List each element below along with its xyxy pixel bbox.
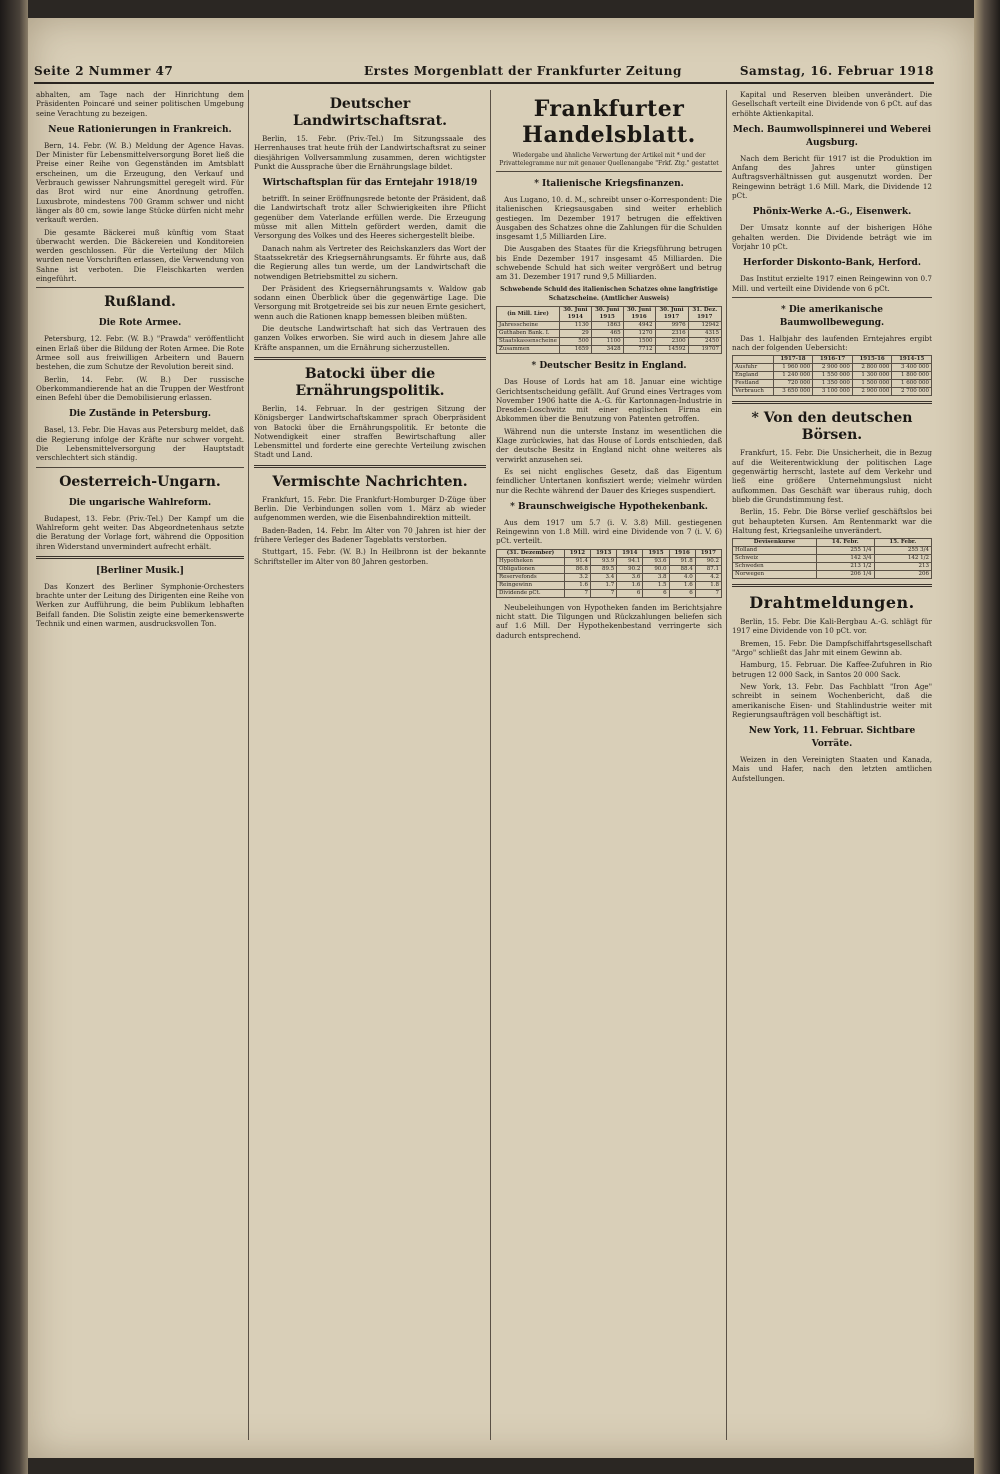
article-text: Weizen in den Vereinigten Staaten und Kanada, Mais und Hafer, nach den letzten amtlichen Aufstellungen. — [732, 755, 932, 783]
table-cell: 255 3/4 — [874, 547, 931, 555]
table-cell: England — [733, 372, 774, 380]
table-header-cell: 14. Febr. — [817, 539, 874, 547]
table-cell: 2 800 000 — [852, 364, 892, 372]
article-text: Der Präsident des Kriegsernährungsamts v. Waldow gab sodann einen Überblick über die gegenwärtige Lage. Die Versorgung mit Brotgetreide sei bis zur neuen Ernte gesichert, wenn auch die Rationen knapp bemessen bleiben müßten. — [254, 283, 486, 321]
table-cell: 90.2 — [617, 565, 643, 573]
table-cell: 1.6 — [564, 581, 590, 589]
table-row — [733, 547, 932, 555]
table-cell: 7712 — [623, 346, 655, 354]
table-cell: 90.2 — [695, 557, 721, 565]
table-cell: 6 — [643, 589, 669, 597]
table-cell: 3.8 — [643, 573, 669, 581]
article-text: Hamburg, 15. Februar. Die Kaffee-Zufuhren in Rio betrugen 12 000 Sack, in Santos 20 000 Sack. — [732, 660, 932, 679]
article-text: New York, 13. Febr. Das Fachblatt "Iron Age" schreibt in seinem Wochenbericht, daß die amerikanische Eisen- und Stahlindustrie weiter mit Regierungsaufträgen voll beschäftigt ist. — [732, 681, 932, 719]
table-header-cell: 1916 — [669, 549, 695, 557]
table-cell: 86.8 — [564, 565, 590, 573]
article-text: abhalten, am Tage nach der Hinrichtung dem Präsidenten Poincaré und seiner politischen Umgebung seine Verachtung zu bezeigen. — [36, 90, 244, 118]
table-cell: Ausfuhr — [733, 364, 774, 372]
table-header-cell: 1915 — [643, 549, 669, 557]
table-cell: 255 1/4 — [817, 547, 874, 555]
table-cell: Schweden — [733, 563, 817, 571]
table-cell: 87.1 — [695, 565, 721, 573]
column-4 — [732, 90, 932, 1440]
table-header-cell: 31. Dez. 1917 — [688, 307, 721, 322]
table-cell: 88.4 — [669, 565, 695, 573]
article-text: Die gesamte Bäckerei muß künftig vom Staat überwacht werden. Die Bäckereien und Konditoreien werden geschlossen. Für die Verteilung der Milch wurden neue Vorschriften erlassen, die Verwendung von Sahne ist verboten. Die Fleischkarten werden eingeführt. — [36, 227, 244, 284]
headline: Herforder Diskonto-Bank, Herford. — [743, 258, 921, 269]
headline: Oesterreich-Ungarn. — [59, 473, 221, 490]
table-cell: 19707 — [688, 346, 721, 354]
table-cell: 7 — [591, 589, 617, 597]
table-cell: 3.2 — [564, 573, 590, 581]
table-cell: 4942 — [623, 322, 655, 330]
headline: Phönix-Werke A.-G., Eisenwerk. — [752, 207, 912, 218]
table-cell: 6 — [669, 589, 695, 597]
table-header-cell: 1913 — [591, 549, 617, 557]
column-3 — [496, 90, 722, 1440]
table-cell: 500 — [559, 338, 591, 346]
table-cell: 2 900 000 — [813, 364, 853, 372]
table-header-cell: 30. Juni 1915 — [591, 307, 623, 322]
table-row — [497, 581, 722, 589]
article-text: Bremen, 15. Febr. Die Dampfschiffahrtsgesellschaft "Argo" schließt das Jahr mit einem Gewinn ab. — [732, 638, 932, 658]
masthead-right: Samstag, 16. Februar 1918 — [739, 64, 934, 78]
table-cell: 2450 — [688, 338, 721, 346]
headline: Batocki über die Ernährungspolitik. — [295, 365, 445, 399]
headline: New York, 11. Februar. Sichtbare Vorräte. — [748, 726, 916, 750]
table-row — [497, 330, 722, 338]
table-row — [497, 589, 722, 597]
subheadline: Wirtschaftsplan für das Erntejahr 1918/19 — [262, 178, 478, 189]
table-cell: 91.4 — [564, 557, 590, 565]
table-cell: 1.5 — [643, 581, 669, 589]
article-text: Das Institut erzielte 1917 einen Reingewinn von 0.7 Mill. und verteilt eine Dividende von 6 pCt. — [732, 274, 932, 293]
table-cell: 1.8 — [695, 581, 721, 589]
table-header-cell: 15. Febr. — [874, 539, 931, 547]
article-text: Danach nahm als Vertreter des Reichskanzlers das Wort der Staatssekretär des Kriegsernährungsamts. Er führte aus, daß die Regierung alles tun werde, um der Landwirtschaft die notwendigen Betriebsmittel zu sichern. — [254, 243, 486, 281]
table-cell: 1659 — [559, 346, 591, 354]
table-header-cell: 1914-15 — [892, 356, 932, 364]
table-cell: Dividende pCt. — [497, 589, 565, 597]
table-title: Schwebende Schuld des italienischen Schatzes ohne langfristige Schatzscheine. (Amtlicher Ausweis) — [500, 285, 718, 302]
table-row — [733, 364, 932, 372]
column-rule — [248, 90, 249, 1440]
table-cell: 4.2 — [695, 573, 721, 581]
table-cell: 94.1 — [617, 557, 643, 565]
article-text: Der Umsatz konnte auf der bisherigen Höhe gehalten werden. Die Dividende beträgt wie im Vorjahr 10 pCt. — [732, 223, 932, 251]
table-row — [733, 380, 932, 388]
table-cell: 1 240 000 — [773, 372, 813, 380]
table-header-cell: 1917-18 — [773, 356, 813, 364]
table-cell: 142 1/2 — [874, 555, 931, 563]
article-text: Bern, 14. Febr. (W. B.) Meldung der Agence Havas. Der Minister für Lebensmittelversorgung Boret ließ die Preise einer Reihe von Gegenständen im Amtsblatt erscheinen, um die Erzeugung, den Verkauf und Verbrauch gewisser Nahrungsmittel geregelt wird. Für das Brot wird nur eine Anordnung getroffen. Luxusbrote, mindestens 700 Gramm schwer und nicht länger als 80 cm, sowie lange Stücke dürfen nicht mehr verkauft werden. — [36, 140, 244, 225]
column-1 — [36, 90, 244, 1440]
bank-table — [496, 549, 722, 598]
table-cell: 3 650 000 — [773, 388, 813, 396]
masthead — [34, 60, 934, 84]
table-cell: Guthaben Bank. I. — [497, 330, 560, 338]
table-cell: 1863 — [591, 322, 623, 330]
table-cell: 206 — [874, 571, 931, 579]
article-text: Das Konzert des Berliner Symphonie-Orchesters brachte unter der Leitung des Dirigenten eine Reihe von Werken zur Aufführung, die beim Publikum lebhaften Beifall fanden. Die Solistin zeigte eine bemerkenswerte Technik und einen warmen, ausdrucksvollen Ton. — [36, 581, 244, 628]
article-text: Die Ausgaben des Staates für die Kriegsführung betrugen bis Ende Dezember 1917 insgesamt 45 Milliarden. Die schwebende Schuld hat sich weiter vergrößert und betrug am 31. Dezember 1917 rund 9,5 Milliarden. — [496, 244, 722, 282]
table-cell: Festland — [733, 380, 774, 388]
table-cell: Hypotheken — [497, 557, 565, 565]
headline: Vermischte Nachrichten. — [272, 473, 468, 490]
article-text: Baden-Baden, 14. Febr. Im Alter von 70 Jahren ist hier der frühere Verleger des Badener Tageblatts verstorben. — [254, 525, 486, 544]
table-cell: 1 960 000 — [773, 364, 813, 372]
table-cell: 14592 — [655, 346, 688, 354]
table-row — [733, 571, 932, 579]
table-cell: 465 — [591, 330, 623, 338]
article-text: Berlin, 15. Febr. Die Börse verlief geschäftslos bei gut behaupteten Kursen. Am Rentenmarkt war die Haltung fest, Kriegsanleihe unverändert. — [732, 507, 932, 535]
table-cell: Reservefonds — [497, 573, 565, 581]
article-text: Frankfurt, 15. Febr. Die Frankfurt-Homburger D-Züge über Berlin. Die Verbindungen sollen vom 1. März ab wieder aufgenommen werden, wie die Eisenbahndirektion mitteilt. — [254, 494, 486, 523]
table-cell: Obligationen — [497, 565, 565, 573]
table-header-cell: 30. Juni 1917 — [655, 307, 688, 322]
exchange-table — [732, 538, 932, 579]
table-header-cell: 1915-16 — [852, 356, 892, 364]
headline: * Deutscher Besitz in England. — [531, 361, 687, 372]
table-header-cell: 1912 — [564, 549, 590, 557]
table-cell: 12942 — [688, 322, 721, 330]
headline: * Von den deutschen Börsen. — [751, 410, 913, 444]
table-row — [497, 573, 722, 581]
table-cell: 1500 — [623, 338, 655, 346]
article-text: Neubeleihungen von Hypotheken fanden im Berichtsjahre nicht statt. Die Tilgungen und Rückzahlungen beliefen sich auf 1.6 Mill. Der Hypothekenbestand verringerte sich dadurch entsprechend. — [496, 602, 722, 640]
table-cell: 1 600 000 — [892, 380, 932, 388]
table-cell: 1 500 000 — [852, 380, 892, 388]
table-header-cell: 1914 — [617, 549, 643, 557]
headline: [Berliner Musik.] — [96, 565, 184, 576]
article-text: Berlin, 15. Febr. (Priv.-Tel.) Im Sitzungssaale des Herrenhauses trat heute früh der Landwirtschaftsrat zu seiner diesjährigen Vollversammlung zusammen, deren wichtigster Punkt die Aussprache über die Ernährungslage bildet. — [254, 134, 486, 171]
article-text: betrifft. In seiner Eröffnungsrede betonte der Präsident, daß die Landwirtschaft trotz aller Schwierigkeiten ihre Pflicht gegenüber dem Vaterlande erfüllen werde. Die Erzeugung müsse mit allen Mitteln gefördert werden, damit die Versorgung des Volkes und des Heeres sichergestellt bleibe. — [254, 194, 486, 241]
table-row — [733, 563, 932, 571]
article-text: Das House of Lords hat am 18. Januar eine wichtige Gerichtsentscheidung gefällt. Auf Grund eines Vertrages vom November 1906 hatte die A.-G. für Kartonnagen-Industrie in Dresden-Loschwitz mit einer englischen Firma ein Abkommen über die Benutzung von Patenten getroffen. — [496, 377, 722, 424]
article-text: Nach dem Bericht für 1917 ist die Produktion im Anfang des Jahres unter günstigen Auftragsverhältnissen gut ausgenutzt worden. Der Reingewinn beträgt 1.6 Mill. Mark, die Dividende 12 pCt. — [732, 153, 932, 201]
table-cell: 29 — [559, 330, 591, 338]
table-cell: 7 — [695, 589, 721, 597]
table-cell: 4315 — [688, 330, 721, 338]
table-header-cell: 30. Juni 1916 — [623, 307, 655, 322]
headline: Drahtmeldungen. — [749, 593, 915, 613]
reprint-note: Wiedergabe und ähnliche Verwertung der Artikel mit * und der Privattelegramme nur mit genauer Quellenangabe "Frkf. Ztg." gestattet — [499, 152, 719, 167]
table-header-cell: Devisenkurse — [733, 539, 817, 547]
table-header-cell: (31. Dezember) — [497, 549, 565, 557]
table-row — [497, 346, 722, 354]
table-cell: 4.0 — [669, 573, 695, 581]
table-cell: 1 300 000 — [852, 372, 892, 380]
table-cell: Zusammen — [497, 346, 560, 354]
table-cell: Staatskassenscheine — [497, 338, 560, 346]
subheadline: Die Rote Armee. — [98, 318, 182, 329]
table-row — [497, 338, 722, 346]
column-rule — [726, 90, 727, 1440]
table-cell: 213 — [874, 563, 931, 571]
table-cell: Reingewinn — [497, 581, 565, 589]
column-2 — [254, 90, 486, 1440]
article-text: Aus Lugano, 10. d. M., schreibt unser o-Korrespondent: Die italienischen Kriegsausgaben sind weiter erheblich gestiegen. Im Dezember 1917 betrugen die effektiven Ausgaben des Schatzes ohne die Zahlungen für die Schulden insgesamt 1,5 Milliarden Lire. — [496, 195, 722, 242]
table-cell: 2300 — [655, 338, 688, 346]
table-row — [497, 557, 722, 565]
table-cell: Holland — [733, 547, 817, 555]
table-header-cell: 1916-17 — [813, 356, 853, 364]
table-cell: Jahresscheine — [497, 322, 560, 330]
table-header-cell: 1917 — [695, 549, 721, 557]
table-header-cell: 30. Juni 1914 — [559, 307, 591, 322]
table-row — [733, 388, 932, 396]
headline: * Braunschweigische Hypothekenbank. — [510, 501, 708, 512]
column-rule — [490, 90, 491, 1440]
headline: * Die amerikanische Baumwollbewegung. — [779, 304, 885, 328]
subheadline: Die Zustände in Petersburg. — [69, 409, 211, 420]
article-text: Basel, 13. Febr. Die Havas aus Petersburg meldet, daß die Regierung infolge der Kräfte nur schwer vorgeht. Die Lebensmittelversorgung der Hauptstadt verschlechtert sich ständig. — [36, 425, 244, 463]
table-cell: 1270 — [623, 330, 655, 338]
table-cell: 720 000 — [773, 380, 813, 388]
table-cell: 2 900 000 — [852, 388, 892, 396]
table-cell: 1.6 — [617, 581, 643, 589]
table-cell: 3.6 — [617, 573, 643, 581]
article-text: Berlin, 15. Febr. Die Kali-Bergbau A.-G. schlägt für 1917 eine Dividende von 10 pCt. vor. — [732, 617, 932, 636]
table-cell: 142 3/4 — [817, 555, 874, 563]
headline: Rußland. — [104, 294, 176, 311]
table-cell: 90.0 — [643, 565, 669, 573]
table-cell: 206 1/4 — [817, 571, 874, 579]
table-cell: 1 800 000 — [892, 372, 932, 380]
article-text: Frankfurt, 15. Febr. Die Unsicherheit, die in Bezug auf die Weiterentwicklung der politischen Lage gegenwärtig herrscht, lastete auf dem Verkehr und ließ eine größere Unternehmungslust nicht aufkommen. Das Geschäft war überaus ruhig, doch blieb die Grundstimmung fest. — [732, 448, 932, 504]
book-binding — [0, 0, 28, 1474]
table-cell: 3 400 000 — [892, 364, 932, 372]
table-cell: 6 — [617, 589, 643, 597]
page-edge — [974, 0, 1000, 1474]
headline: Mech. Baumwollspinnerei und Weberei Augsburg. — [732, 124, 932, 148]
table-cell: 2316 — [655, 330, 688, 338]
table-cell: 1100 — [591, 338, 623, 346]
table-cell: Schweiz — [733, 555, 817, 563]
article-text: Aus dem 1917 um 5.7 (i. V. 3.8) Mill. gestiegenen Reingewinn von 1.8 Mill. wird eine Dividende von 7 (i. V. 6) pCt. verteilt. — [496, 517, 722, 546]
article-text: Berlin, 14. Februar. In der gestrigen Sitzung der Königsberger Landwirtschaftskammer sprach Oberpräsident von Batocki über die Ernährungspolitik. Er betonte die Notwendigkeit einer straffen Bewirtschaftung aller Lebensmittel und forderte eine gerechte Verteilung zwischen Stadt und Land. — [254, 403, 486, 460]
masthead-center: Erstes Morgenblatt der Frankfurter Zeitung — [364, 64, 682, 78]
table-row — [497, 322, 722, 330]
article-text: Kapital und Reserven bleiben unverändert. Die Gesellschaft verteilt eine Dividende von 6 pCt. auf das erhöhte Aktienkapital. — [732, 90, 932, 118]
table-row — [733, 372, 932, 380]
table-cell: 7 — [564, 589, 590, 597]
table-cell: 1 550 000 — [813, 372, 853, 380]
headline: Deutscher Landwirtschaftsrat. — [293, 96, 447, 129]
table-cell: 213 1/2 — [817, 563, 874, 571]
headline: * Italienische Kriegsfinanzen. — [534, 179, 684, 189]
table-cell: 1 350 000 — [813, 380, 853, 388]
article-text: Während nun die unterste Instanz im wesentlichen die Klage zurückwies, hat das House of Lords entschieden, daß der deutsche Besitz in England nicht ohne weiteres als verwirkt anzusehen sei. — [496, 426, 722, 464]
table-header-cell: (in Mill. Lire) — [497, 307, 560, 322]
table-cell: 89.5 — [591, 565, 617, 573]
article-text: Das 1. Halbjahr des laufenden Erntejahres ergibt nach der folgenden Uebersicht: — [732, 333, 932, 353]
table-cell: 1.7 — [591, 581, 617, 589]
table-cell: 91.8 — [669, 557, 695, 565]
table-cell: Verbrauch — [733, 388, 774, 396]
table-cell: 1.6 — [669, 581, 695, 589]
table-header-cell — [733, 356, 774, 364]
table-row — [497, 565, 722, 573]
subheadline: Die ungarische Wahlreform. — [68, 497, 212, 508]
table-row — [733, 555, 932, 563]
article-text: Berlin, 14. Febr. (W. B.) Der russische Oberkommandierende hat an die Truppen der Westfront einen Befehl über die Demobilisierung erlassen. — [36, 374, 244, 403]
article-text: Es sei nicht englisches Gesetz, daß das Eigentum feindlicher Untertanen konfisziert werde; vielmehr würden nur die Rechte während der Dauer des Krieges suspendiert. — [496, 466, 722, 495]
table-cell: 2 700 000 — [892, 388, 932, 396]
headline: Neue Rationierungen in Frankreich. — [48, 124, 232, 135]
table-cell: 93.6 — [643, 557, 669, 565]
debt-table — [496, 306, 722, 354]
masthead-left: Seite 2 Nummer 47 — [34, 64, 174, 78]
section-title: Frankfurter Handelsblatt. — [522, 96, 696, 148]
table-cell: 1130 — [559, 322, 591, 330]
article-text: Budapest, 13. Febr. (Priv.-Tel.) Der Kampf um die Wahlreform geht weiter. Das Abgeordnetenhaus setzte die Beratung der Vorlage fort, während die Opposition ihren Widerstand unvermindert aufrecht erhält. — [36, 513, 244, 551]
table-cell: Norwegen — [733, 571, 817, 579]
article-text: Die deutsche Landwirtschaft hat sich das Vertrauen des ganzen Volkes erworben. Sie wird auch in diesem Jahre alle Kräfte anspannen, um die Ernährung sicherzustellen. — [254, 324, 486, 352]
cotton-table — [732, 355, 932, 396]
table-cell: 93.9 — [591, 557, 617, 565]
table-cell: 9976 — [655, 322, 688, 330]
article-text: Stuttgart, 15. Febr. (W. B.) In Heilbronn ist der bekannte Schriftsteller im Alter von 80 Jahren gestorben. — [254, 547, 486, 566]
table-cell: 3 100 000 — [813, 388, 853, 396]
table-cell: 3428 — [591, 346, 623, 354]
table-cell: 3.4 — [591, 573, 617, 581]
article-text: Petersburg, 12. Febr. (W. B.) "Prawda" veröffentlicht einen Erlaß über die Bildung der Roten Armee. Die Rote Armee soll aus freiwilligen Arbeitern und Bauern bestehen, die zum Schutze der Revolution bereit sind. — [36, 334, 244, 372]
